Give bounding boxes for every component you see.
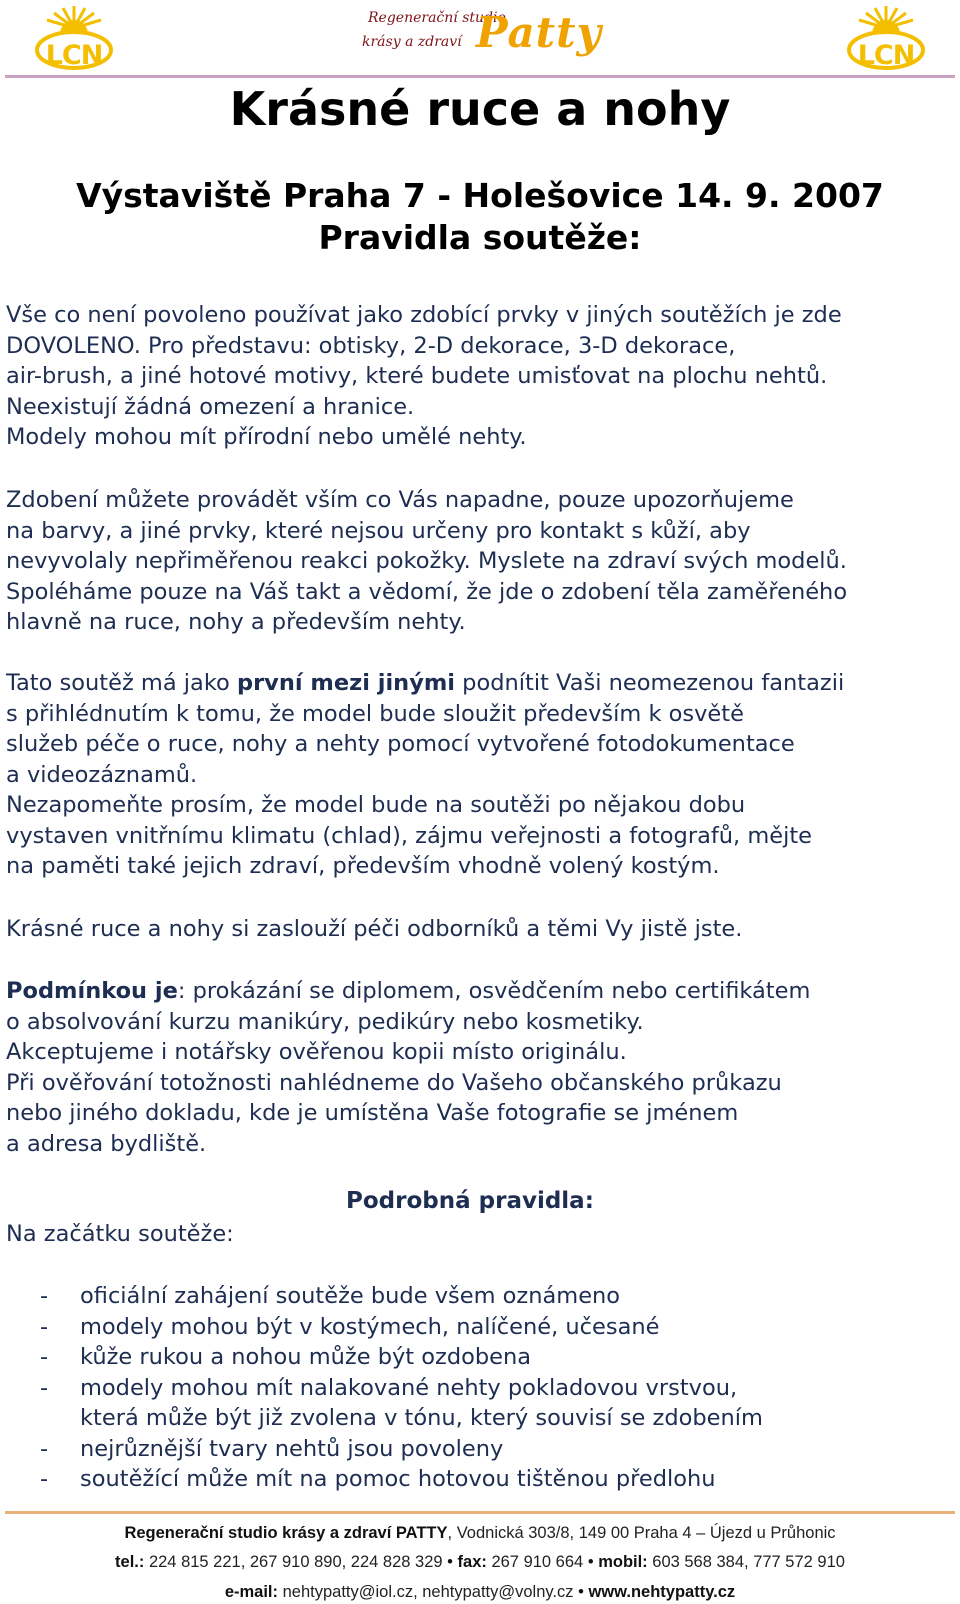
list-item-text: oficiální zahájení soutěže bude všem oznámeno: [80, 1283, 621, 1309]
footer-divider: [5, 1511, 955, 1514]
text-line: na barvy, a jiné prvky, které nejsou určeny pro kontakt s kůží, aby: [6, 517, 751, 544]
paragraph-decoration: [6, 485, 847, 638]
bullet: •: [447, 1553, 453, 1571]
list-item-text: nejrůznější tvary nehtů jsou povoleny: [80, 1435, 504, 1462]
header-divider: [5, 75, 955, 78]
brand-line1: Regenerační studio: [368, 10, 506, 26]
text-run: podnítit Vaši neomezenou fantazii: [455, 670, 845, 696]
text-line: na paměti také jejich zdraví, především vhodně volený kostým.: [6, 853, 720, 879]
text-line: Zdobení můžete provádět vším co Vás napadne, pouze upozorňujeme: [6, 487, 794, 513]
list-item-continuation: [0, 1403, 763, 1434]
dash-bullet: -: [40, 1344, 49, 1370]
text-line: nebo jiného dokladu, kde je umístěna Vaše fotografie se jménem: [6, 1100, 739, 1126]
footer-contacts: [0, 1583, 960, 1602]
dash-bullet: -: [40, 1313, 49, 1340]
bold-text: Podmínkou je: [6, 978, 178, 1004]
footer-address: [0, 1524, 960, 1543]
text-run: : prokázání se diplomem, osvědčením nebo certifikátem: [177, 978, 811, 1004]
text-line: air-brush, a jiné hotové motivy, které budete umisťovat na plochu nehtů.: [6, 363, 828, 389]
dash-bullet: -: [40, 1283, 49, 1309]
text-line: Krásné ruce a nohy si zaslouží péči odborníků a těmi Vy jistě jste.: [6, 916, 743, 942]
text-line: hlavně na ruce, nohy a především nehty.: [6, 609, 466, 635]
rules-list: [0, 1281, 763, 1495]
lcn-logo-right: [845, 4, 927, 70]
list-item: [0, 1464, 716, 1495]
start-label: Na začátku soutěže:: [6, 1221, 234, 1247]
mobil-numbers: 603 568 384, 777 572 910: [647, 1553, 845, 1571]
text-line: [6, 668, 844, 699]
list-item-text: kůže rukou a nohou může být ozdobena: [80, 1344, 532, 1370]
list-item: [0, 1434, 683, 1465]
list-item: [0, 1312, 683, 1343]
fax-label: fax:: [457, 1553, 487, 1571]
email-addresses[interactable]: nehtypatty@iol.cz, nehtypatty@volny.cz: [278, 1583, 579, 1601]
detail-rules-heading: Podrobná pravidla:: [346, 1188, 594, 1214]
text-line: s přihlédnutím k tomu, že model bude sloužit především k osvětě: [6, 700, 744, 727]
brand-line2: krásy a zdraví: [362, 34, 462, 50]
text-line: Modely mohou mít přírodní nebo umělé nehty.: [6, 424, 527, 450]
page-title: Krásné ruce a nohy: [229, 82, 731, 136]
paragraph-intro: [6, 300, 842, 453]
rules-heading: Pravidla soutěže:: [318, 218, 642, 257]
text-line: Neexistují žádná omezení a hranice.: [6, 393, 415, 420]
event-subtitle: Výstaviště Praha 7 - Holešovice 14. 9. 2007: [76, 176, 884, 215]
paragraph-purpose: [6, 668, 844, 882]
logo-text: LCN: [45, 40, 103, 71]
text-line: a adresa bydliště.: [6, 1130, 207, 1157]
text-line: nevyvolaly nepřiměřenou reakci pokožky. Myslete na zdraví svých modelů.: [6, 548, 847, 574]
studio-name: Regenerační studio krásy a zdraví PATTY: [124, 1524, 448, 1542]
paragraph-condition: [6, 976, 810, 1159]
text-line: a videozáznamů.: [6, 761, 198, 788]
address: , Vodnická 303/8, 149 00 Praha 4 – Újezd u Průhonic: [447, 1524, 836, 1542]
logo-text: LCN: [857, 40, 915, 71]
text-line: vystaven vnitřnímu klimatu (chlad), zájmu veřejnosti a fotografů, mějte: [6, 822, 813, 849]
text-line: Nezapomeňte prosím, že model bude na soutěži po nějakou dobu: [6, 792, 746, 818]
text-line: [6, 976, 810, 1007]
text-run: Tato soutěž má jako: [6, 670, 237, 696]
dash-bullet: -: [40, 1374, 49, 1401]
text-line: Vše co není povoleno používat jako zdobící prvky v jiných soutěžích je zde: [6, 302, 842, 328]
header: [0, 0, 960, 80]
bold-text: první mezi jinými: [236, 670, 456, 696]
footer-phones: [0, 1553, 960, 1572]
text-line: Spoléháme pouze na Váš takt a vědomí, že jde o zdobení těla zaměřeného: [6, 578, 848, 605]
text-line: Akceptujeme i notářsky ověřenou kopii místo originálu.: [6, 1039, 627, 1065]
fax-number: 267 910 664: [486, 1553, 588, 1571]
text-line: o absolvování kurzu manikúry, pedikúry nebo kosmetiky.: [6, 1008, 644, 1035]
mobil-label: mobil:: [598, 1553, 648, 1571]
list-item-text: která může být již zvolena v tónu, který souvisí se zdobením: [80, 1405, 763, 1431]
brand-logo: [362, 4, 602, 74]
text-line: Při ověřování totožnosti nahlédneme do Vašeho občanského průkazu: [6, 1069, 782, 1096]
email-label: e-mail:: [224, 1583, 279, 1601]
website-link[interactable]: www.nehtypatty.cz: [588, 1583, 736, 1601]
dash-bullet: -: [40, 1435, 49, 1462]
lcn-logo-left: [33, 4, 115, 70]
bullet: •: [578, 1583, 584, 1601]
text-line: služeb péče o ruce, nohy a nehty pomocí vytvořené fotodokumentace: [6, 731, 795, 757]
list-item-text: soutěžící může mít na pomoc hotovou tištěnou předlohu: [80, 1466, 716, 1492]
tel-label: tel.:: [115, 1553, 145, 1571]
brand-name: Patty: [476, 8, 602, 57]
paragraph-closing: [6, 914, 742, 945]
list-item: [0, 1373, 738, 1404]
tel-numbers: 224 815 221, 267 910 890, 224 828 329: [144, 1553, 448, 1571]
text-line: DOVOLENO. Pro představu: obtisky, 2-D dekorace, 3-D dekorace,: [6, 332, 736, 359]
list-item-text: modely mohou být v kostýmech, nalíčené, učesané: [80, 1313, 660, 1340]
list-item-text: modely mohou mít nalakované nehty pokladovou vrstvou,: [80, 1374, 738, 1401]
dash-bullet: -: [40, 1466, 49, 1492]
list-item: [0, 1281, 683, 1312]
bullet: •: [587, 1553, 594, 1571]
list-item: [0, 1342, 683, 1373]
